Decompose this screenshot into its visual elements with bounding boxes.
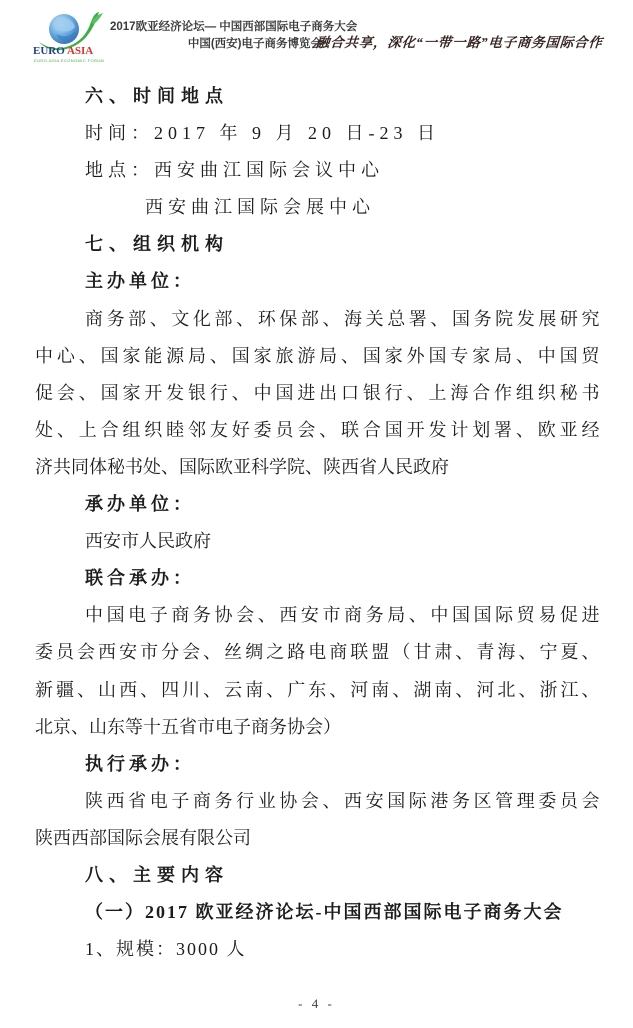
- document-body: [35, 78, 600, 968]
- letterhead-title: [110, 19, 358, 53]
- time-line: 时间：2017 年 9 月 20 日-23 日: [85, 123, 440, 144]
- subheading-executive: 执行承办：: [85, 753, 195, 774]
- subheading-host: 主办单位：: [85, 271, 195, 292]
- paragraph-line: 处、上合组织睦邻友好委员会、联合国开发计划署、欧亚经: [35, 419, 600, 440]
- subheading-co-organizer: 联合承办：: [85, 568, 195, 589]
- subheading-organizer: 承办单位：: [85, 494, 195, 515]
- section-heading-6: 六、时间地点: [85, 86, 229, 106]
- paragraph-line: 促会、国家开发银行、中国进出口银行、上海合作组织秘书: [35, 382, 600, 403]
- section-heading-8: 八、主要内容: [85, 864, 229, 885]
- paragraph-line: 济共同体秘书处、国际欧亚科学院、陕西省人民政府: [35, 456, 449, 477]
- section-heading-7: 七、组织机构: [85, 234, 229, 255]
- paragraph-line: 新疆、山西、四川、云南、广东、河南、湖南、河北、浙江、: [35, 679, 600, 700]
- logo-wordmark: [33, 46, 107, 57]
- scale-line: 1、规模：3000 人: [85, 939, 247, 960]
- logo-word-euro: EURO: [33, 45, 65, 57]
- paragraph-line: 北京、山东等十五省市电子商务协会）: [35, 716, 341, 737]
- event-title-line: （一）2017 欧亚经济论坛-中国西部国际电子商务大会: [85, 902, 564, 923]
- letterhead-slogan: 融合共享，深化“一带一路”电子商务国际合作: [315, 35, 604, 50]
- page-number: - 4 -: [298, 996, 335, 1011]
- paragraph-line: 陕西省电子商务行业协会、西安国际港务区管理委员会: [85, 790, 600, 811]
- logo-word-asia: ASIA: [66, 45, 94, 57]
- paragraph-line: 中心、国家能源局、国家旅游局、国家外国专家局、中国贸: [35, 345, 600, 366]
- paragraph-line: 西安市人民政府: [85, 531, 211, 552]
- location-line-2: 西安曲江国际会展中心: [145, 197, 375, 218]
- paragraph-line: 委员会西安市分会、丝绸之路电商联盟（甘肃、青海、宁夏、: [35, 642, 600, 663]
- paragraph-line: 中国电子商务协会、西安市商务局、中国国际贸易促进: [85, 605, 600, 626]
- page-header: [33, 10, 603, 68]
- logo-subtext: EURO-ASIA ECONOMIC FORUM: [34, 58, 105, 63]
- paragraph-line: 商务部、文化部、环保部、海关总署、国务院发展研究: [85, 308, 600, 329]
- location-line-1: 地点：西安曲江国际会议中心: [85, 160, 384, 181]
- euro-asia-logo: [33, 10, 107, 66]
- letterhead-title-line2: 中国(西安)电子商务博览会: [187, 38, 322, 50]
- paragraph-line: 陕西西部国际会展有限公司: [35, 827, 251, 848]
- letterhead-title-line1: 2017欧亚经济论坛— 中国西部国际电子商务大会: [110, 21, 358, 33]
